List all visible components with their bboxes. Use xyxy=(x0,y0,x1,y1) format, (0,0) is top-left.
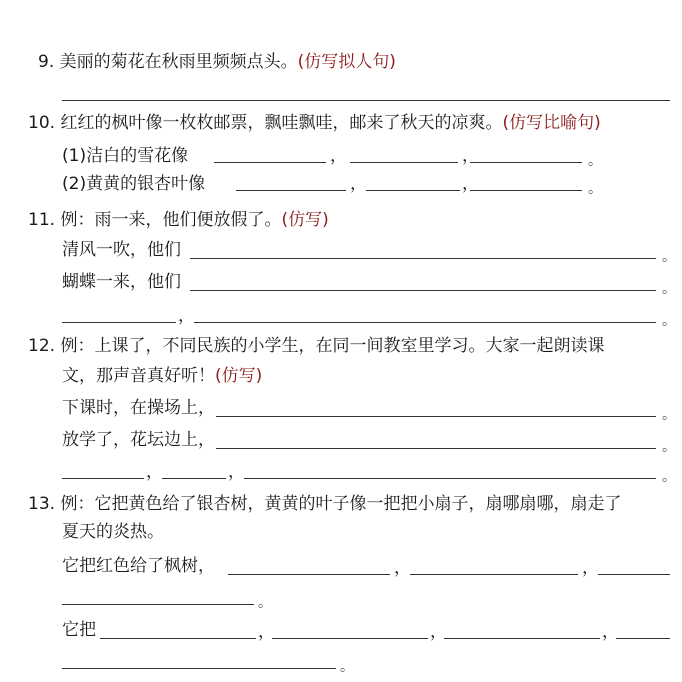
period: 。 xyxy=(340,659,354,675)
question-9-answer-line[interactable] xyxy=(62,100,670,101)
question-13-blank-2d[interactable] xyxy=(616,638,670,639)
question-11-line-1-label: 清风一吹，他们 xyxy=(62,240,181,260)
period: 。 xyxy=(662,439,676,455)
question-13-blank-1b[interactable] xyxy=(410,574,578,575)
period: 。 xyxy=(662,281,676,297)
comma: ， xyxy=(582,558,599,578)
question-12-hint: (仿写) xyxy=(215,366,263,386)
question-10-sub1-label: (1)洁白的雪花像 xyxy=(62,146,189,166)
period: 。 xyxy=(258,595,272,611)
question-9 xyxy=(38,52,396,72)
question-12-blank-3a[interactable] xyxy=(62,478,144,479)
question-10-sub2-blank-2[interactable] xyxy=(366,190,460,191)
question-10-sub2-blank-1[interactable] xyxy=(236,190,346,191)
comma: ， xyxy=(178,306,195,326)
question-11-blank-1[interactable] xyxy=(190,258,656,259)
question-13-line-2-label: 它把 xyxy=(62,620,96,640)
question-10-sub1-blank-1[interactable] xyxy=(214,162,326,163)
question-13-blank-1a[interactable] xyxy=(228,574,390,575)
question-11-text: 11. 例：雨一来，他们便放假了。 xyxy=(28,210,282,230)
question-13-blank-2a[interactable] xyxy=(100,638,256,639)
question-10-hint: (仿写比喻句) xyxy=(502,113,601,133)
question-12-line-1-label: 下课时，在操场上， xyxy=(62,398,215,418)
question-10 xyxy=(28,113,601,133)
question-12-blank-3b[interactable] xyxy=(162,478,226,479)
comma: ， xyxy=(430,622,447,642)
period: 。 xyxy=(662,469,676,485)
question-11-blank-3a[interactable] xyxy=(62,322,176,323)
period: 。 xyxy=(588,181,602,197)
comma: ， xyxy=(462,174,479,194)
question-13-text: 13. 例：它把黄色给了银杏树，黄黄的叶子像一把把小扇子，扇哪扇哪，扇走了 xyxy=(28,494,622,514)
question-12-blank-3c[interactable] xyxy=(244,478,656,479)
comma: ， xyxy=(330,146,347,166)
question-11-blank-3b[interactable] xyxy=(194,322,656,323)
question-13-blank-2c[interactable] xyxy=(444,638,600,639)
question-12-text-2: 文，那声音真好听！ xyxy=(62,366,215,386)
question-9-hint: (仿写拟人句) xyxy=(297,52,396,72)
comma: ， xyxy=(228,462,245,482)
comma: ， xyxy=(350,174,367,194)
comma: ， xyxy=(258,622,275,642)
question-13-text-2: 夏天的炎热。 xyxy=(62,522,164,542)
period: 。 xyxy=(662,407,676,423)
question-11-line-2-label: 蝴蝶一来，他们 xyxy=(62,272,181,292)
question-10-sub1-blank-3[interactable] xyxy=(470,162,582,163)
question-12-continued xyxy=(62,366,262,386)
question-10-sub1-blank-2[interactable] xyxy=(350,162,458,163)
question-13-line-1-label: 它把红色给了枫树， xyxy=(62,556,215,576)
comma: ， xyxy=(602,622,619,642)
question-9-text: 9. 美丽的菊花在秋雨里频频点头。 xyxy=(38,52,298,72)
period: 。 xyxy=(662,249,676,265)
period: 。 xyxy=(662,313,676,329)
comma: ， xyxy=(394,558,411,578)
question-10-text: 10. 红红的枫叶像一枚枚邮票，飘哇飘哇，邮来了秋天的凉爽。 xyxy=(28,113,503,133)
question-12-blank-1[interactable] xyxy=(216,416,656,417)
question-11-hint: (仿写) xyxy=(281,210,329,230)
question-10-sub2-label: (2)黄黄的银杏叶像 xyxy=(62,174,206,194)
question-12-blank-2[interactable] xyxy=(216,448,656,449)
comma: ， xyxy=(462,146,479,166)
comma: ， xyxy=(146,462,163,482)
question-11-blank-2[interactable] xyxy=(190,290,656,291)
question-12-text: 12. 例：上课了，不同民族的小学生，在同一间教室里学习。大家一起朗读课 xyxy=(28,336,605,356)
question-10-sub2-blank-3[interactable] xyxy=(470,190,582,191)
period: 。 xyxy=(588,153,602,169)
question-11 xyxy=(28,210,329,230)
question-12-line-2-label: 放学了，花坛边上， xyxy=(62,430,215,450)
question-13-blank-1d[interactable] xyxy=(62,604,254,605)
question-13-blank-2b[interactable] xyxy=(272,638,428,639)
question-13-blank-1c[interactable] xyxy=(598,574,670,575)
question-13-blank-2e[interactable] xyxy=(62,668,336,669)
